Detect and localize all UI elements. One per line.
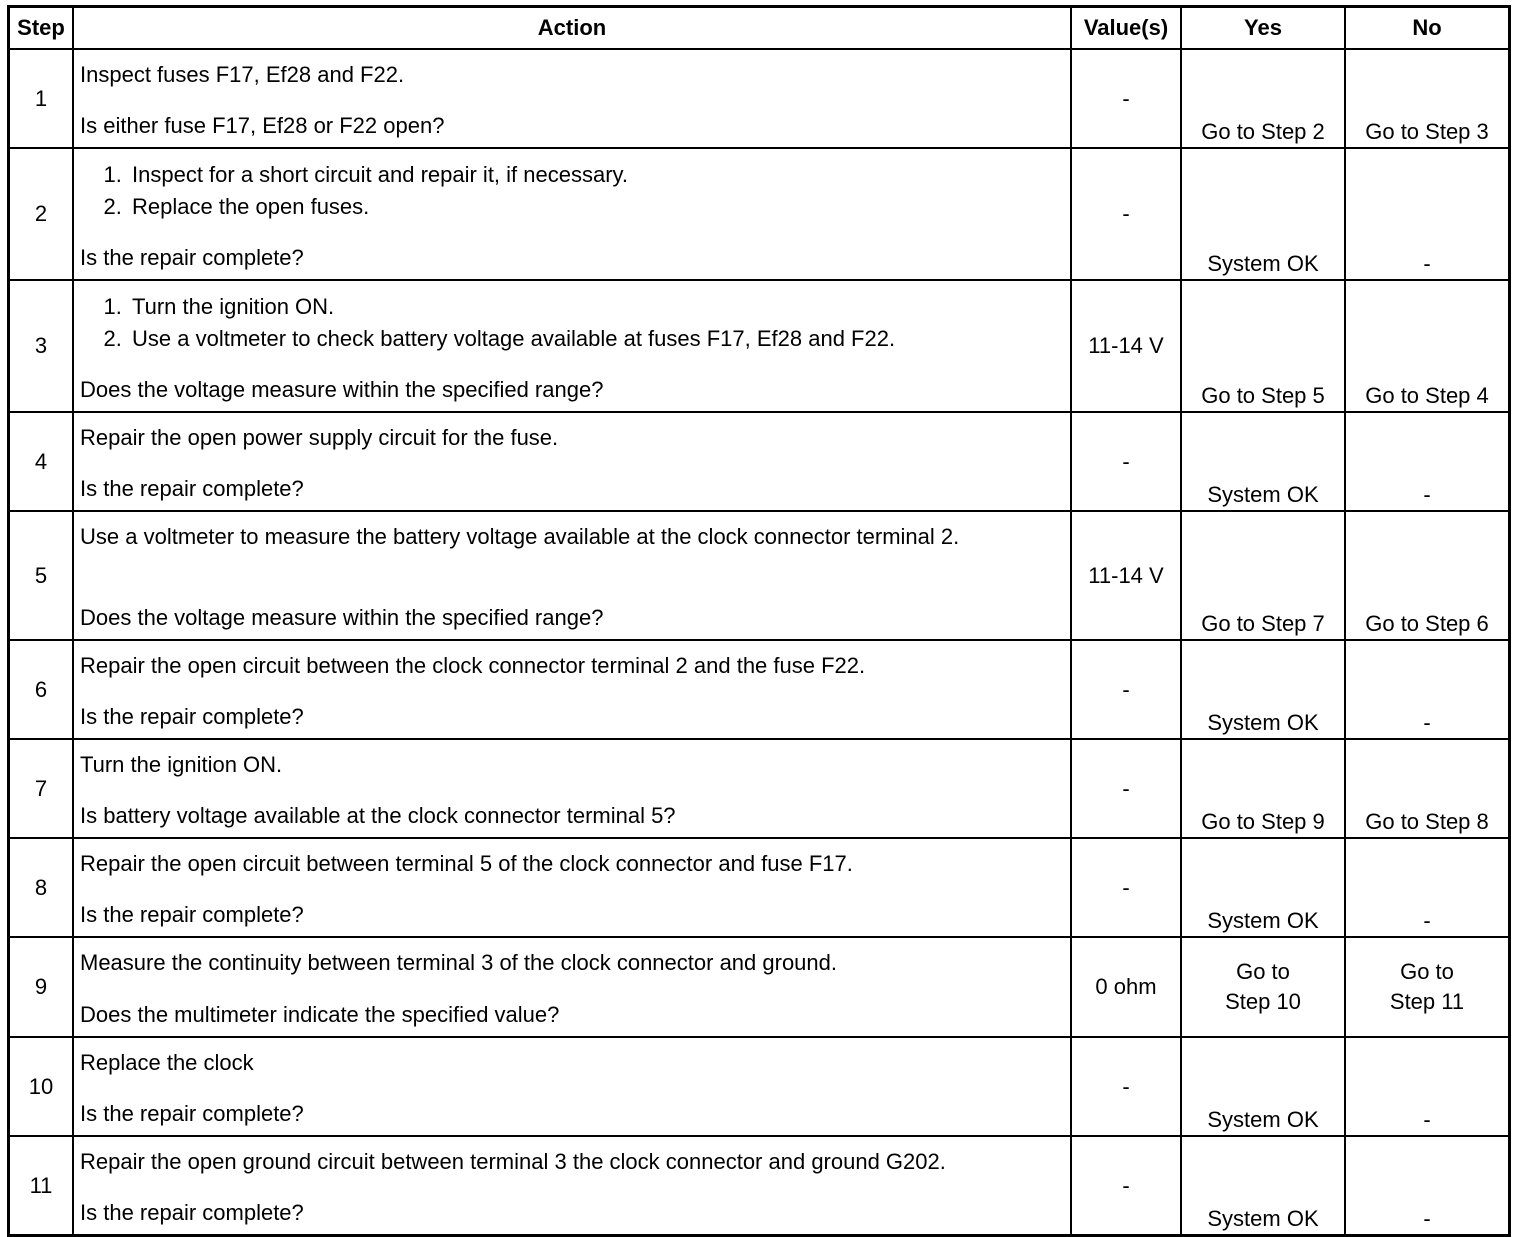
table-row — [9, 937, 1510, 1037]
action-text: Repair the open circuit between the clock connector terminal 2 and the fuse F22. — [80, 653, 866, 678]
table-row — [9, 1136, 1510, 1236]
value-cell: - — [1071, 739, 1181, 838]
action-content — [74, 1038, 1070, 1135]
action-content — [74, 149, 1070, 279]
action-content — [74, 512, 1070, 639]
action-steps-list — [80, 159, 1064, 223]
action-content — [74, 1137, 1070, 1234]
table-body — [9, 49, 1510, 1236]
step-number: 8 — [9, 838, 74, 937]
no-cell: - — [1345, 148, 1510, 280]
action-instructions — [80, 1147, 1064, 1177]
action-instructions — [80, 849, 1064, 879]
header-values: Value(s) — [1071, 7, 1181, 50]
action-instructions — [80, 159, 1064, 223]
action-cell — [73, 280, 1071, 412]
no-cell: - — [1345, 1037, 1510, 1136]
action-question: Is battery voltage available at the clock connector terminal 5? — [80, 803, 676, 828]
action-content — [74, 50, 1070, 147]
action-text: Turn the ignition ON. — [80, 752, 283, 777]
yes-cell: System OK — [1181, 640, 1345, 739]
yes-cell: Go to Step 5 — [1181, 280, 1345, 412]
action-cell — [73, 739, 1071, 838]
value-cell: - — [1071, 838, 1181, 937]
step-number: 6 — [9, 640, 74, 739]
action-step-item: 2. Use a voltmeter to check battery voltage available at fuses F17, Ef28 and F22. — [128, 323, 1064, 355]
step-number: 4 — [9, 412, 74, 511]
action-instructions — [80, 423, 1064, 453]
action-content — [74, 641, 1070, 738]
no-cell: Go to Step 8 — [1345, 739, 1510, 838]
no-cell: Go to Step 11 — [1345, 937, 1510, 1037]
action-cell — [73, 148, 1071, 280]
action-text: Replace the clock — [80, 1050, 254, 1075]
step-number: 3 — [9, 280, 74, 412]
action-instructions — [80, 750, 1064, 780]
action-cell — [73, 511, 1071, 640]
yes-cell: Go to Step 2 — [1181, 49, 1345, 148]
action-question: Is the repair complete? — [80, 902, 304, 927]
action-text: Repair the open circuit between terminal 5 of the clock connector and fuse F17. — [80, 851, 853, 876]
action-instructions — [80, 60, 1064, 90]
action-step-item: 1. Turn the ignition ON. — [128, 291, 1064, 323]
action-text: Use a voltmeter to measure the battery voltage available at the clock connector terminal 2. — [80, 524, 960, 549]
yes-cell: System OK — [1181, 412, 1345, 511]
action-question: Does the voltage measure within the specified range? — [80, 377, 604, 402]
value-cell: 11-14 V — [1071, 511, 1181, 640]
step-number: 10 — [9, 1037, 74, 1136]
no-cell: - — [1345, 640, 1510, 739]
step-number: 7 — [9, 739, 74, 838]
value-cell: - — [1071, 148, 1181, 280]
value-cell: 11-14 V — [1071, 280, 1181, 412]
value-cell: - — [1071, 49, 1181, 148]
step-number: 11 — [9, 1136, 74, 1236]
action-instructions — [80, 291, 1064, 355]
table-row — [9, 838, 1510, 937]
diagnostic-table — [7, 5, 1511, 1237]
value-cell: - — [1071, 1136, 1181, 1236]
action-instructions — [80, 948, 1064, 978]
action-cell — [73, 838, 1071, 937]
action-step-item: 1. Inspect for a short circuit and repair it, if necessary. — [128, 159, 1064, 191]
action-question: Is the repair complete? — [80, 704, 304, 729]
no-cell: Go to Step 3 — [1345, 49, 1510, 148]
action-cell — [73, 937, 1071, 1037]
action-instructions — [80, 1048, 1064, 1078]
no-cell: Go to Step 6 — [1345, 511, 1510, 640]
action-question: Is the repair complete? — [80, 245, 304, 270]
action-text: Inspect fuses F17, Ef28 and F22. — [80, 62, 405, 87]
action-text: Repair the open ground circuit between terminal 3 the clock connector and ground G202. — [80, 1149, 946, 1174]
header-yes: Yes — [1181, 7, 1345, 50]
no-cell: Go to Step 4 — [1345, 280, 1510, 412]
step-number: 1 — [9, 49, 74, 148]
action-content — [74, 281, 1070, 411]
action-cell — [73, 1136, 1071, 1236]
yes-cell: System OK — [1181, 1136, 1345, 1236]
action-cell — [73, 1037, 1071, 1136]
yes-cell: System OK — [1181, 1037, 1345, 1136]
yes-cell: Go to Step 7 — [1181, 511, 1345, 640]
table-row — [9, 148, 1510, 280]
step-number: 2 — [9, 148, 74, 280]
action-text: Measure the continuity between terminal 3 of the clock connector and ground. — [80, 950, 838, 975]
no-cell: - — [1345, 1136, 1510, 1236]
yes-cell: System OK — [1181, 148, 1345, 280]
header-no: No — [1345, 7, 1510, 50]
action-cell — [73, 49, 1071, 148]
value-cell: - — [1071, 640, 1181, 739]
table-header-row — [9, 7, 1510, 50]
value-cell: - — [1071, 1037, 1181, 1136]
value-cell: - — [1071, 412, 1181, 511]
table-row — [9, 511, 1510, 640]
action-cell — [73, 412, 1071, 511]
action-instructions — [80, 651, 1064, 681]
header-step: Step — [9, 7, 74, 50]
action-content — [74, 740, 1070, 837]
action-instructions — [80, 522, 1064, 552]
header-action: Action — [73, 7, 1071, 50]
yes-cell: System OK — [1181, 838, 1345, 937]
table-row — [9, 49, 1510, 148]
yes-cell: Go to Step 9 — [1181, 739, 1345, 838]
table-row — [9, 412, 1510, 511]
action-question: Does the voltage measure within the specified range? — [80, 605, 604, 630]
step-number: 5 — [9, 511, 74, 640]
action-cell — [73, 640, 1071, 739]
action-question: Is the repair complete? — [80, 1200, 304, 1225]
action-content — [74, 938, 1070, 1036]
action-question: Is the repair complete? — [80, 476, 304, 501]
yes-cell: Go to Step 10 — [1181, 937, 1345, 1037]
table-row — [9, 640, 1510, 739]
no-cell: - — [1345, 412, 1510, 511]
action-question: Is the repair complete? — [80, 1101, 304, 1126]
action-step-item: 2. Replace the open fuses. — [128, 191, 1064, 223]
value-cell: 0 ohm — [1071, 937, 1181, 1037]
table-row — [9, 739, 1510, 838]
table-row — [9, 280, 1510, 412]
action-question: Does the multimeter indicate the specified value? — [80, 1002, 560, 1027]
step-number: 9 — [9, 937, 74, 1037]
no-cell: - — [1345, 838, 1510, 937]
table-row — [9, 1037, 1510, 1136]
action-steps-list — [80, 291, 1064, 355]
action-text: Repair the open power supply circuit for the fuse. — [80, 425, 559, 450]
action-content — [74, 839, 1070, 936]
action-question: Is either fuse F17, Ef28 or F22 open? — [80, 113, 445, 138]
action-content — [74, 413, 1070, 510]
